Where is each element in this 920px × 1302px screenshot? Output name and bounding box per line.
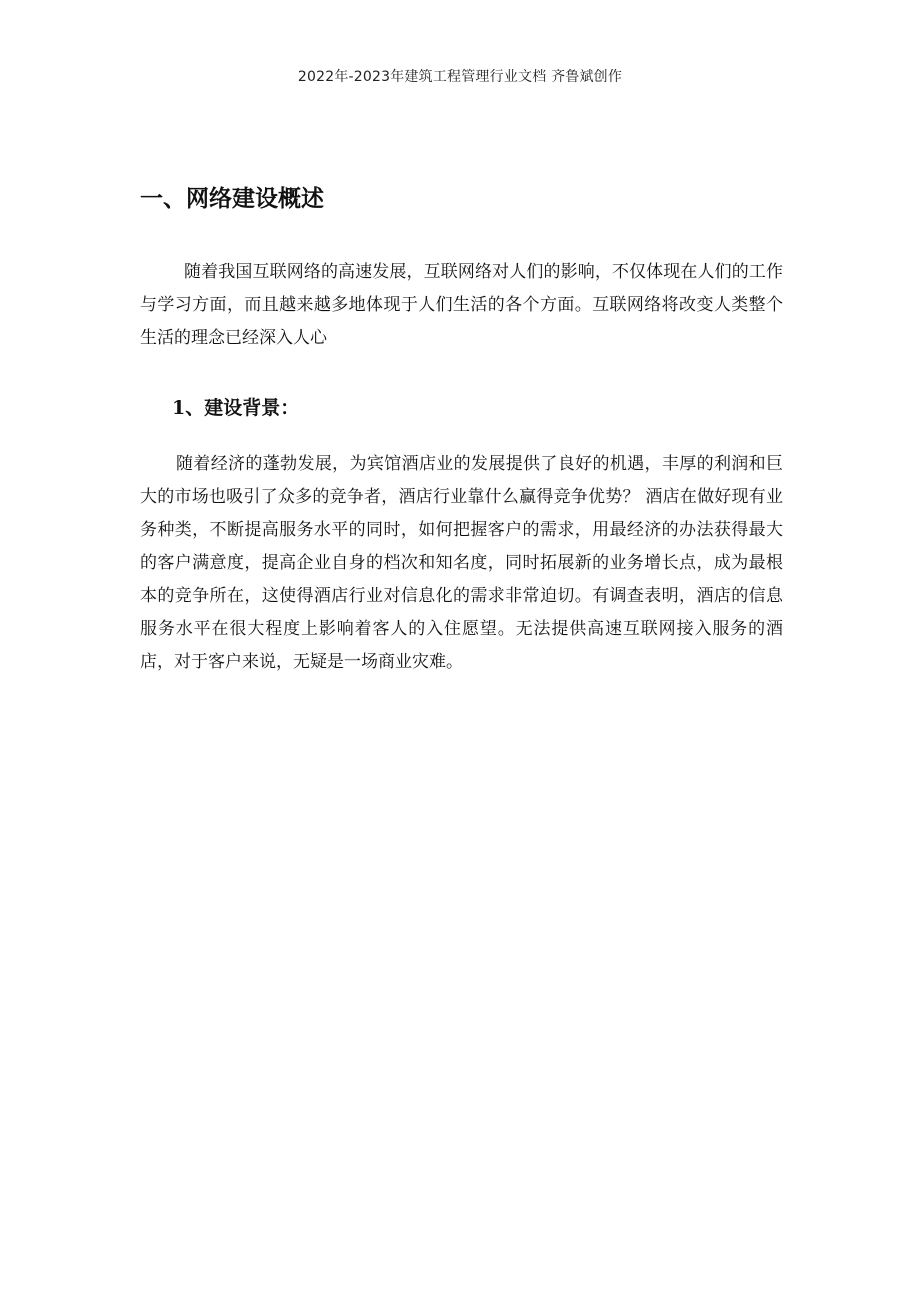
page-header: 2022年-2023年建筑工程管理行业文档 齐鲁斌创作 [297,69,623,85]
body-paragraph: 随着经济的蓬勃发展，为宾馆酒店业的发展提供了良好的机遇，丰厚的利润和巨大的市场也吸引了众多的竞争者，酒店行业靠什么赢得竞争优势？ 酒店在做好现有业务种类，不断提高服务水平的同时，如何把握客户的需求，用最经济的办法获得最大的客户满意度，提高企业自身的档次和知名度，同时拓展新的业务增长点，成为最根本的竞争所在，这使得酒店行业对信息化的需求非常迫切。有调查表明，酒店的信息服务水平在很大程度上影响着客人的入住愿望。无法提供高速互联网接入服务的酒店，对于客户来说，无疑是一场商业灾难。 [140,454,783,672]
intro-paragraph: 随着我国互联网络的高速发展，互联网络对人们的影响，不仅体现在人们的工作与学习方面，而且越来越多地体现于人们生活的各个方面。互联网络将改变人类整个生活的理念已经深入人心 [140,262,783,348]
section-title: 一、网络建设概述 [140,186,324,212]
subsection-heading: 1、建设背景： [172,397,300,419]
